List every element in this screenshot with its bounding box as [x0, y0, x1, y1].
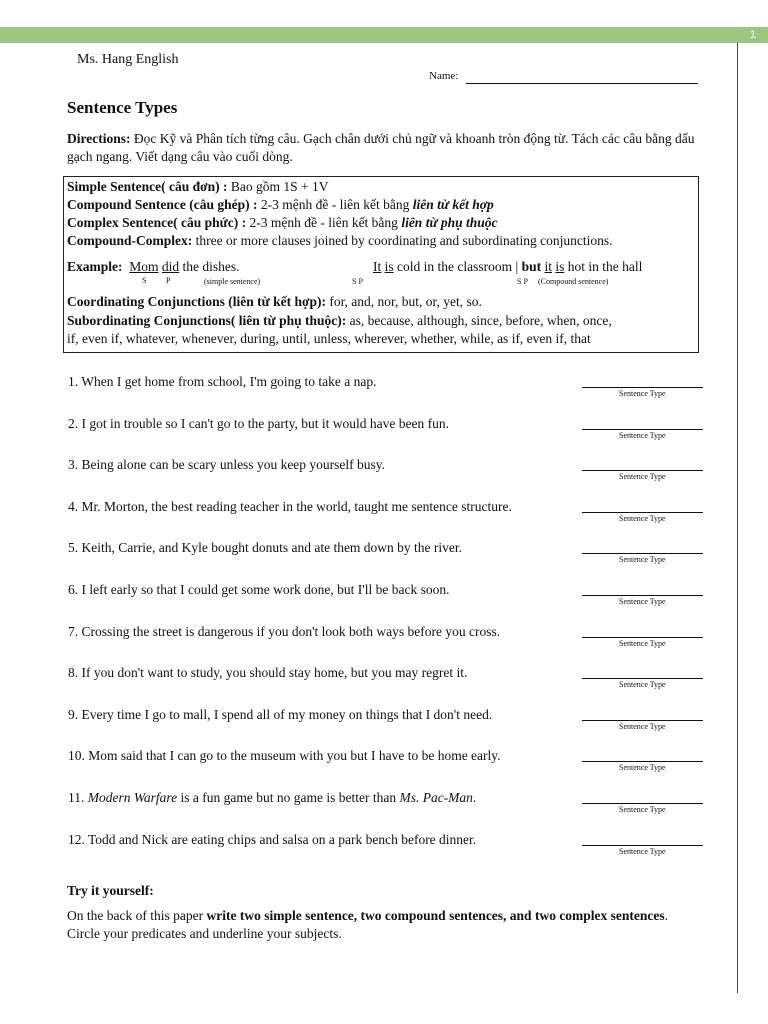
sentence-type-label: Sentence Type: [619, 431, 666, 440]
question-item: 6. I left early so that I could get some work done, but I'll be back soon.: [68, 582, 450, 597]
answer-line[interactable]: [582, 595, 703, 596]
question-item: 5. Keith, Carrie, and Kyle bought donuts and ate them down by the river.: [68, 540, 463, 555]
directions-label: Directions:: [67, 131, 131, 146]
page-title: Sentence Types: [67, 98, 178, 117]
question-item: 7. Crossing the street is dangerous if you don't look both ways before you cross.: [68, 624, 501, 639]
question-item: 8. If you don't want to study, you should stay home, but you may regret it.: [68, 665, 468, 680]
try-heading: Try it yourself:: [67, 883, 154, 898]
def-compound-complex: Compound-Complex: three or more clauses joined by coordinating and subordinating conjunctions.: [67, 233, 613, 248]
answer-line[interactable]: [582, 470, 703, 471]
sentence-type-label: Sentence Type: [619, 763, 666, 772]
header-bar: [0, 27, 738, 43]
question-item: 2. I got in trouble so I can't go to the party, but it would have been fun.: [68, 416, 449, 431]
example-verb: did: [161, 259, 180, 274]
example-subject: Mom: [129, 259, 159, 274]
def-compound: Compound Sentence (câu ghép) : 2-3 mệnh đề - liên kết bằng liên từ kết hợp: [67, 197, 494, 212]
sentence-type-label: Sentence Type: [619, 472, 666, 481]
answer-line[interactable]: [582, 553, 703, 554]
example-sp-mark-1: S P: [352, 277, 363, 286]
question-item: 11. Modern Warfare is a fun game but no game is better than Ms. Pac-Man.: [68, 790, 477, 805]
subordinating-conjunctions: Subordinating Conjunctions( liên từ phụ thuộc): as, because, although, since, before, when, once,: [67, 313, 612, 328]
name-label: Name:: [429, 70, 459, 82]
question-item: 4. Mr. Morton, the best reading teacher in the world, taught me sentence structure.: [68, 499, 512, 514]
example-simple-note: (simple sentence): [204, 277, 261, 286]
answer-line[interactable]: [582, 512, 703, 513]
sentence-type-label: Sentence Type: [619, 639, 666, 648]
example-sp-mark-2: S P: [517, 277, 528, 286]
answer-line[interactable]: [582, 678, 703, 679]
sentence-type-label: Sentence Type: [619, 389, 666, 398]
question-item: 10. Mom said that I can go to the museum with you but I have to be home early.: [68, 748, 501, 763]
example-simple: Example: Mom did the dishes.: [67, 259, 240, 274]
sentence-type-label: Sentence Type: [619, 597, 666, 606]
answer-line[interactable]: [582, 387, 703, 388]
def-complex: Complex Sentence( câu phức) : 2-3 mệnh đề - liên kết bằng liên từ phụ thuộc: [67, 215, 498, 230]
subordinating-conjunctions-cont: if, even if, whatever, whenever, during, until, unless, wherever, whether, while, as if, even if, that: [67, 331, 591, 346]
answer-line[interactable]: [582, 803, 703, 804]
answer-line[interactable]: [582, 761, 703, 762]
sentence-type-label: Sentence Type: [619, 680, 666, 689]
answer-line[interactable]: [582, 720, 703, 721]
sentence-type-label: Sentence Type: [619, 847, 666, 856]
sentence-type-label: Sentence Type: [619, 514, 666, 523]
name-field-line[interactable]: [466, 83, 698, 84]
sentence-type-label: Sentence Type: [619, 805, 666, 814]
answer-line[interactable]: [582, 429, 703, 430]
sentence-type-label: Sentence Type: [619, 555, 666, 564]
answer-line[interactable]: [582, 637, 703, 638]
question-item: 9. Every time I go to mall, I spend all of my money on things that I don't need.: [68, 707, 493, 722]
right-margin-rule: [737, 43, 738, 993]
question-item: 3. Being alone can be scary unless you keep yourself busy.: [68, 457, 386, 472]
author: Ms. Hang English: [77, 52, 179, 67]
example-p-mark: P: [166, 276, 171, 285]
question-item: 1. When I get home from school, I'm going to take a nap.: [68, 374, 377, 389]
example-compound: It is cold in the classroom | but it is hot in the hall: [373, 259, 643, 274]
directions: [67, 130, 707, 166]
coordinating-conjunctions: Coordinating Conjunctions (liên từ kết hợp): for, and, nor, but, or, yet, so.: [67, 294, 482, 309]
try-instructions: On the back of this paper write two simple sentence, two compound sentences, and two complex sentences. Circle your predicates and underline your subjects.: [67, 908, 669, 941]
example-label: Example:: [67, 259, 123, 274]
sentence-type-label: Sentence Type: [619, 722, 666, 731]
answer-line[interactable]: [582, 845, 703, 846]
page-number: 1: [738, 27, 768, 43]
example-compound-note: (Compound sentence): [538, 277, 609, 286]
directions-text: Đọc Kỹ và Phân tích từng câu. Gạch chân dưới chủ ngữ và khoanh tròn động từ. Tách các câu bằng dấu gạch ngang. Viết dạng câu vào cuối dòng.: [67, 131, 695, 164]
example-s-mark: S: [142, 276, 147, 285]
def-simple: Simple Sentence( câu đơn) : Bao gồm 1S + 1V: [67, 179, 329, 194]
question-item: 12. Todd and Nick are eating chips and salsa on a park bench before dinner.: [68, 832, 477, 847]
